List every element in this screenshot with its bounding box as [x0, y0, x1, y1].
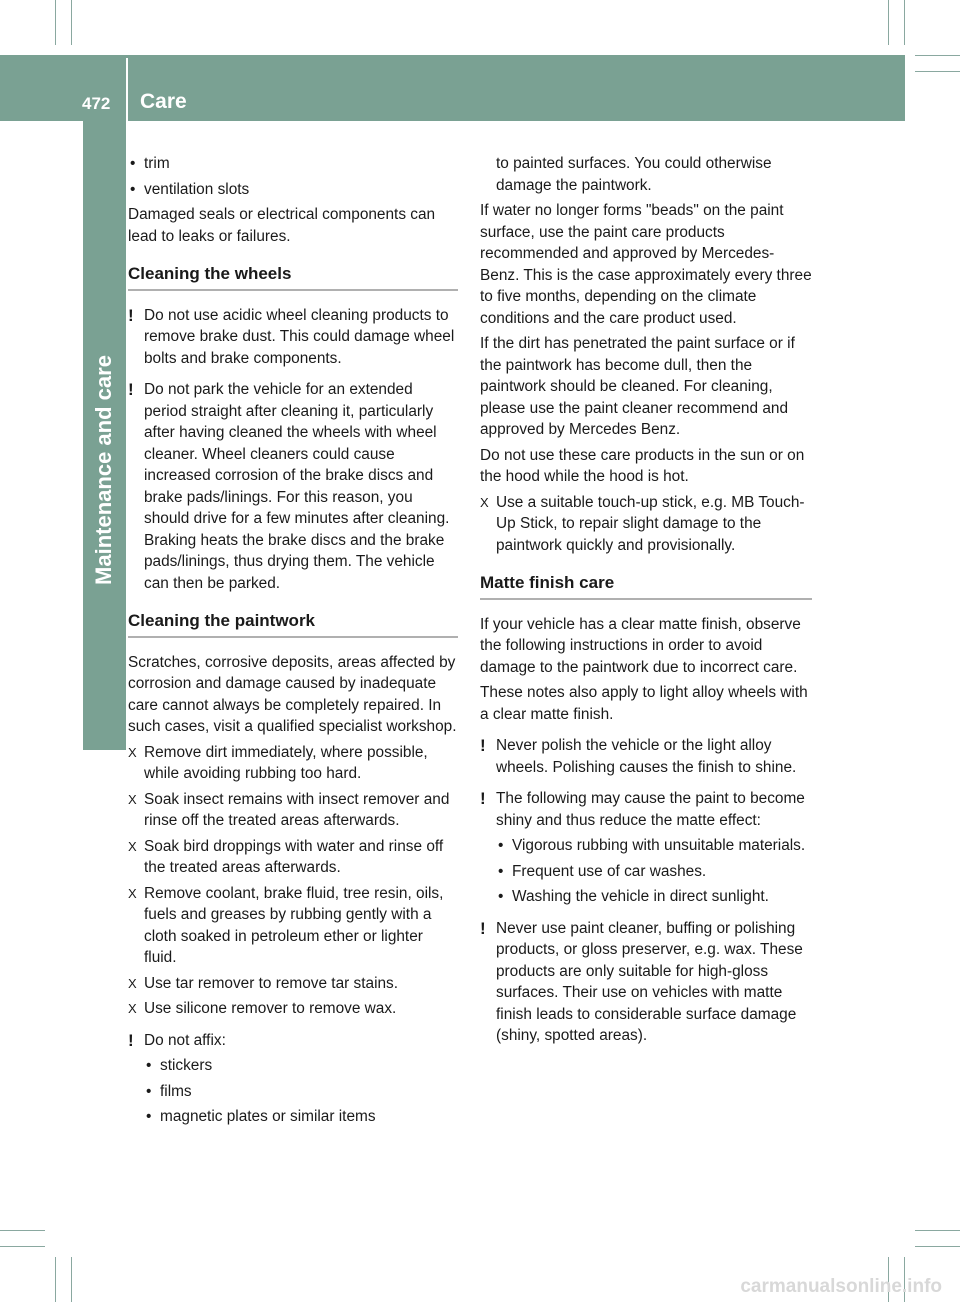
crop-mark [55, 0, 56, 45]
crop-mark [0, 1230, 45, 1231]
warning-note [128, 379, 458, 594]
section-title: Care [140, 90, 187, 113]
paragraph: If the dirt has penetrated the paint surface or if the paintwork has become dull, then the paintwork should be cleaned. For cleaning, please use the paint cleaner recommend and approved by Mercedes Benz. [480, 335, 795, 438]
warning-text: Never use paint cleaner, buffing or polishing products, or gloss preserver, e.g. wax. These products are only suitable for high-gloss surfaces. Their use on vehicles with matte finish leads to considerable surface damage (shiny, spotted areas). [496, 919, 803, 1044]
action-step [128, 973, 458, 995]
heading-cleaning-paintwork: Cleaning the paintwork [128, 610, 458, 638]
crop-mark [0, 1246, 45, 1247]
paragraph: Scratches, corrosive deposits, areas affected by corrosion and damage caused by inadequate care cannot always be completely repaired. In such cases, visit a qualified specialist workshop. [128, 653, 457, 735]
action-step [480, 492, 812, 557]
warning-icon: ! [128, 380, 134, 399]
paragraph: If water no longer forms "beads" on the paint surface, use the paint care products recommended and approved by Mercedes-Benz. This is the case approximately every three to five months, depending on the climate conditions and the care product used. [480, 202, 812, 327]
action-text: Use tar remover to remove tar stains. [144, 974, 399, 992]
warning-text: Do not use acidic wheel cleaning products to remove brake dust. This could damage wheel bolts and brake components. [144, 306, 455, 367]
crop-mark [915, 1230, 960, 1231]
crop-mark [888, 0, 889, 45]
paragraph: These notes also apply to light alloy wheels with a clear matte finish. [480, 684, 808, 723]
action-step [128, 836, 458, 879]
paragraph: to painted surfaces. You could otherwise damage the paintwork. [496, 155, 772, 194]
crop-mark [55, 1257, 56, 1302]
action-arrow-icon: X [128, 744, 137, 760]
warning-note [128, 1030, 458, 1052]
warning-text: Do not affix: [144, 1031, 226, 1049]
warning-icon: ! [128, 1030, 134, 1050]
warning-icon: ! [480, 736, 486, 755]
action-arrow-icon: X [128, 791, 137, 807]
action-step [128, 998, 458, 1020]
warning-note [480, 735, 812, 778]
paragraph: Do not use these care products in the sun or on the hood while the hood is hot. [480, 446, 805, 485]
warning-note [128, 305, 458, 370]
crop-mark [915, 1246, 960, 1247]
left-column [128, 153, 458, 1132]
warning-text: Do not park the vehicle for an extended period straight after cleaning it, particularly after having cleaned the wheels with wheel cleaner. Wheel cleaners could cause increased corrosion of the brake discs and brake pads/linings. For this reason, you should drive for a few minutes after cleaning. Braking heats the brake discs and the brake pads/linings, thus drying them. The vehicle can then be parked. [144, 381, 450, 592]
crop-mark [904, 0, 905, 45]
action-arrow-icon: X [128, 838, 137, 854]
action-arrow-icon: X [128, 1001, 137, 1016]
action-text: Soak bird droppings with water and rinse off the treated areas afterwards. [144, 837, 444, 876]
warning-text: The following may cause the paint to become shiny and thus reduce the matte effect: [496, 790, 805, 829]
paragraph: Damaged seals or electrical components can lead to leaks or failures. [128, 206, 436, 245]
heading-matte-finish: Matte finish care [480, 572, 812, 600]
watermark: carmanualsonline.info [740, 1276, 942, 1297]
action-step [128, 742, 458, 785]
action-step [128, 883, 458, 969]
action-step [128, 789, 458, 832]
list-item: • stickers [144, 1055, 458, 1077]
header-divider [126, 58, 128, 121]
page-number: 472 [82, 94, 111, 113]
right-column [480, 153, 812, 1057]
crop-mark [71, 0, 72, 45]
action-text: Soak insect remains with insect remover and rinse off the treated areas afterwards. [144, 790, 450, 829]
warning-text: Never polish the vehicle or the light alloy wheels. Polishing causes the finish to shine. [496, 737, 797, 776]
action-text: Use a suitable touch-up stick, e.g. MB Touch-Up Stick, to repair slight damage to the paintwork quickly and provisionally. [496, 493, 805, 554]
list-item: • trim [128, 153, 458, 175]
action-text: Remove coolant, brake fluid, tree resin, oils, fuels and greases by rubbing gently with a cloth soaked in petroleum ether or lighter fluid. [144, 884, 444, 966]
paragraph: If your vehicle has a clear matte finish, observe the following instructions in order to avoid damage to the paintwork due to incorrect care. [480, 615, 801, 676]
action-arrow-icon: X [480, 494, 489, 510]
warning-icon: ! [480, 918, 486, 938]
crop-mark [915, 55, 960, 56]
list-item: • Washing the vehicle in direct sunlight. [496, 886, 812, 908]
action-arrow-icon: X [128, 885, 137, 901]
warning-note [480, 918, 812, 1047]
header-bar [0, 55, 905, 121]
list-item: • Vigorous rubbing with unsuitable materials. [496, 835, 812, 857]
crop-mark [915, 71, 960, 72]
action-text: Use silicone remover to remove wax. [144, 1000, 397, 1017]
warning-note [480, 788, 812, 831]
list-item: • films [144, 1081, 458, 1103]
warning-icon: ! [128, 305, 134, 325]
action-text: Remove dirt immediately, where possible, while avoiding rubbing too hard. [144, 743, 428, 782]
list-item: • ventilation slots [128, 179, 458, 201]
crop-mark [71, 1257, 72, 1302]
list-item: • magnetic plates or similar items [144, 1106, 458, 1128]
list-item: • Frequent use of car washes. [496, 861, 812, 883]
side-tab-label: Maintenance and care [91, 355, 116, 585]
action-arrow-icon: X [128, 975, 137, 991]
warning-icon: ! [480, 789, 486, 808]
heading-cleaning-wheels: Cleaning the wheels [128, 263, 458, 291]
